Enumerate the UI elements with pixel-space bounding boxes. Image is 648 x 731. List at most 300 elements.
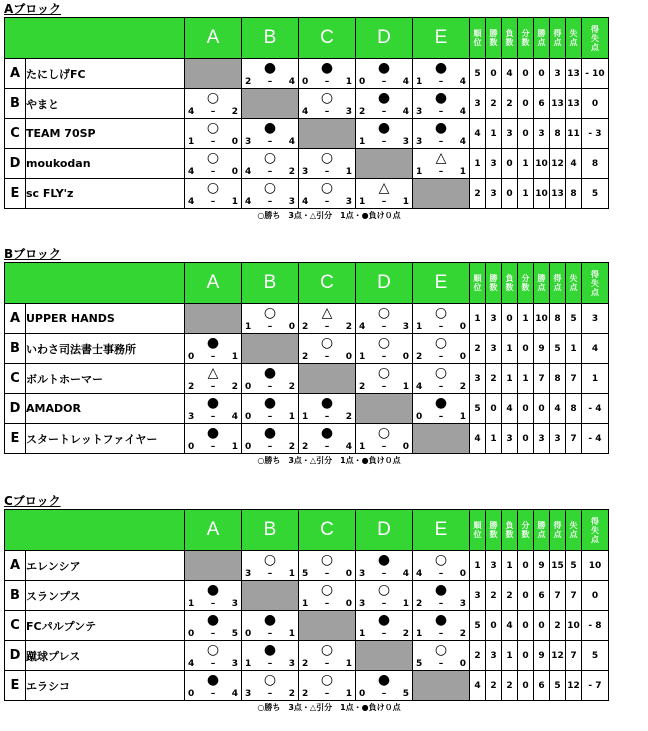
match-cell <box>185 611 242 641</box>
header-row <box>5 510 609 551</box>
score-opp: 0 <box>345 599 352 609</box>
row-label: B <box>5 334 26 364</box>
score-dash: – <box>438 77 444 87</box>
stat-value: 7 <box>566 424 582 454</box>
column-header: B <box>242 510 299 551</box>
result-mark: ● <box>434 90 448 106</box>
score-dash: – <box>210 352 216 362</box>
match-cell <box>413 59 470 89</box>
stat-value: 0 <box>582 89 609 119</box>
match-cell <box>242 671 299 701</box>
match-score <box>416 107 466 117</box>
match-score <box>416 77 466 87</box>
match-score <box>302 167 352 177</box>
self-match-cell <box>299 611 356 641</box>
legend: ○勝ち 3点・△引分 1点・●負け０点 <box>257 703 401 712</box>
stat-value: 8 <box>566 394 582 424</box>
score-opp: 4 <box>402 569 409 579</box>
score-own: 1 <box>245 659 252 669</box>
block-title: Cブロック <box>4 494 61 508</box>
result-mark: △ <box>207 365 219 381</box>
row-label: B <box>5 581 26 611</box>
result-mark: ○ <box>377 425 391 441</box>
match-score <box>245 137 295 147</box>
result-mark: ● <box>320 60 334 76</box>
score-own: 2 <box>302 689 309 699</box>
match-cell <box>299 304 356 334</box>
score-opp: 4 <box>459 77 466 87</box>
score-opp: 4 <box>402 77 409 87</box>
stat-value: 6 <box>534 581 550 611</box>
column-header: A <box>185 510 242 551</box>
score-own: 2 <box>359 382 366 392</box>
result-mark: ○ <box>320 150 334 166</box>
match-score <box>416 352 466 362</box>
match-score <box>245 382 295 392</box>
score-opp: 2 <box>288 442 295 452</box>
stat-header: 勝 点 <box>534 18 550 59</box>
stat-value: 7 <box>566 641 582 671</box>
table-row <box>5 551 609 581</box>
score-dash: – <box>438 137 444 147</box>
match-score <box>302 569 352 579</box>
stat-value: 2 <box>486 364 502 394</box>
match-score <box>302 352 352 362</box>
row-label: B <box>5 89 26 119</box>
standings-table <box>4 262 609 454</box>
result-mark: ○ <box>320 180 334 196</box>
result-mark: ● <box>434 395 448 411</box>
stat-value: 5 <box>566 304 582 334</box>
stat-value: 1 <box>502 551 518 581</box>
stat-value: 9 <box>534 641 550 671</box>
result-mark: ○ <box>434 365 448 381</box>
score-dash: – <box>210 629 216 639</box>
legend: ○勝ち 3点・△引分 1点・●負け０点 <box>257 456 401 465</box>
result-mark: ○ <box>263 180 277 196</box>
match-score <box>302 197 352 207</box>
stat-value: 5 <box>550 671 566 701</box>
table-row <box>5 364 609 394</box>
stat-value: 1 <box>470 551 486 581</box>
result-mark: ○ <box>377 305 391 321</box>
match-cell <box>356 551 413 581</box>
stat-value: 7 <box>566 364 582 394</box>
result-mark: ○ <box>206 180 220 196</box>
table-row <box>5 119 609 149</box>
score-dash: – <box>381 569 387 579</box>
team-name: AMADOR <box>26 394 185 424</box>
match-score <box>302 689 352 699</box>
stat-value: 5 <box>582 179 609 209</box>
score-dash: – <box>381 352 387 362</box>
stat-value: 3 <box>502 424 518 454</box>
stat-header: 得 点 <box>550 18 566 59</box>
stat-value: 4 <box>502 611 518 641</box>
score-own: 1 <box>416 77 423 87</box>
row-label: A <box>5 59 26 89</box>
score-dash: – <box>210 137 216 147</box>
score-opp: 2 <box>231 107 238 117</box>
result-mark: ● <box>206 582 220 598</box>
score-opp: 3 <box>345 107 352 117</box>
match-cell <box>413 149 470 179</box>
stat-value: 8 <box>550 304 566 334</box>
score-dash: – <box>438 412 444 422</box>
score-opp: 1 <box>402 382 409 392</box>
score-own: 0 <box>416 412 423 422</box>
match-cell <box>356 59 413 89</box>
self-match-cell <box>185 59 242 89</box>
score-dash: – <box>267 412 273 422</box>
match-cell <box>299 89 356 119</box>
result-mark: ○ <box>434 642 448 658</box>
score-opp: 2 <box>288 689 295 699</box>
stat-header: 勝 数 <box>486 510 502 551</box>
score-dash: – <box>324 352 330 362</box>
stat-value: 4 <box>502 59 518 89</box>
stat-value: 11 <box>566 119 582 149</box>
score-opp: 4 <box>459 137 466 147</box>
stat-value: 0 <box>502 149 518 179</box>
score-own: 4 <box>188 659 195 669</box>
match-score <box>416 382 466 392</box>
result-mark: ● <box>206 612 220 628</box>
match-cell <box>299 394 356 424</box>
stat-value: 2 <box>502 671 518 701</box>
result-mark: ○ <box>320 582 334 598</box>
self-match-cell <box>242 89 299 119</box>
self-match-cell <box>185 551 242 581</box>
score-own: 2 <box>359 107 366 117</box>
team-name: FCパルプンテ <box>26 611 185 641</box>
match-cell <box>185 394 242 424</box>
score-dash: – <box>438 352 444 362</box>
stat-value: 0 <box>534 59 550 89</box>
score-own: 2 <box>245 77 252 87</box>
stat-value: 4 <box>566 149 582 179</box>
match-cell <box>356 334 413 364</box>
match-score <box>245 322 295 332</box>
stat-value: 1 <box>486 119 502 149</box>
stat-value: 7 <box>550 581 566 611</box>
score-dash: – <box>438 569 444 579</box>
score-dash: – <box>438 599 444 609</box>
score-opp: 1 <box>402 197 409 207</box>
score-dash: – <box>324 167 330 177</box>
self-match-cell <box>413 424 470 454</box>
match-score <box>188 599 238 609</box>
header-row <box>5 18 609 59</box>
score-dash: – <box>210 197 216 207</box>
match-score <box>188 442 238 452</box>
match-cell <box>413 334 470 364</box>
score-own: 1 <box>359 442 366 452</box>
result-mark: ● <box>206 425 220 441</box>
score-own: 1 <box>359 137 366 147</box>
result-mark: ○ <box>377 582 391 598</box>
match-cell <box>185 334 242 364</box>
stat-value: 0 <box>534 611 550 641</box>
result-mark: ● <box>263 120 277 136</box>
score-dash: – <box>210 599 216 609</box>
team-name: UPPER HANDS <box>26 304 185 334</box>
stat-value: 6 <box>534 89 550 119</box>
match-cell <box>356 581 413 611</box>
table-row <box>5 304 609 334</box>
score-own: 5 <box>416 659 423 669</box>
stat-header: 順 位 <box>470 18 486 59</box>
result-mark: ○ <box>320 672 334 688</box>
score-dash: – <box>267 197 273 207</box>
score-own: 0 <box>302 77 309 87</box>
stat-value: 3 <box>534 119 550 149</box>
stat-value: 0 <box>518 424 534 454</box>
score-dash: – <box>267 629 273 639</box>
score-opp: 4 <box>231 412 238 422</box>
score-own: 2 <box>188 382 195 392</box>
stat-value: 1 <box>502 334 518 364</box>
score-dash: – <box>267 167 273 177</box>
stat-value: 3 <box>486 334 502 364</box>
match-score <box>302 412 352 422</box>
score-opp: 4 <box>231 689 238 699</box>
score-opp: 3 <box>402 137 409 147</box>
score-dash: – <box>210 442 216 452</box>
result-mark: ○ <box>206 150 220 166</box>
result-mark: ○ <box>377 335 391 351</box>
score-opp: 2 <box>459 382 466 392</box>
team-name: sc FLY'z <box>26 179 185 209</box>
match-score <box>188 689 238 699</box>
match-cell <box>242 119 299 149</box>
match-cell <box>185 641 242 671</box>
stat-value: 3 <box>534 424 550 454</box>
match-cell <box>356 364 413 394</box>
match-cell <box>299 671 356 701</box>
score-opp: 3 <box>288 197 295 207</box>
score-own: 1 <box>188 599 195 609</box>
score-dash: – <box>210 107 216 117</box>
result-mark: ○ <box>320 335 334 351</box>
score-own: 4 <box>416 382 423 392</box>
team-name: やまと <box>26 89 185 119</box>
match-cell <box>413 394 470 424</box>
stat-value: 0 <box>486 394 502 424</box>
score-opp: 1 <box>231 352 238 362</box>
stat-value: 0 <box>518 59 534 89</box>
score-own: 3 <box>359 599 366 609</box>
table-row <box>5 611 609 641</box>
score-dash: – <box>438 382 444 392</box>
row-label: D <box>5 149 26 179</box>
score-opp: 3 <box>459 599 466 609</box>
match-cell <box>242 59 299 89</box>
row-label: E <box>5 179 26 209</box>
column-header: B <box>242 18 299 59</box>
result-mark: ● <box>206 395 220 411</box>
score-dash: – <box>324 442 330 452</box>
stat-value: 10 <box>566 611 582 641</box>
column-header: C <box>299 263 356 304</box>
match-score <box>188 352 238 362</box>
score-opp: 3 <box>231 599 238 609</box>
match-score <box>359 629 409 639</box>
score-dash: – <box>381 442 387 452</box>
score-dash: – <box>267 382 273 392</box>
match-score <box>359 352 409 362</box>
score-opp: 1 <box>402 599 409 609</box>
result-mark: ● <box>263 612 277 628</box>
self-match-cell <box>356 394 413 424</box>
score-opp: 1 <box>231 442 238 452</box>
score-dash: – <box>381 689 387 699</box>
stat-value: 0 <box>582 581 609 611</box>
match-cell <box>185 119 242 149</box>
score-own: 0 <box>245 629 252 639</box>
score-dash: – <box>381 197 387 207</box>
match-score <box>416 322 466 332</box>
stat-value: 4 <box>470 424 486 454</box>
match-cell <box>242 611 299 641</box>
self-match-cell <box>413 179 470 209</box>
header-blank <box>5 263 185 304</box>
score-dash: – <box>267 689 273 699</box>
stat-header: 負 数 <box>502 263 518 304</box>
stat-value: 2 <box>470 334 486 364</box>
score-own: 0 <box>359 77 366 87</box>
result-mark: ● <box>434 612 448 628</box>
column-header: A <box>185 263 242 304</box>
stat-header: 分 数 <box>518 263 534 304</box>
column-header: D <box>356 510 413 551</box>
stat-header: 失 点 <box>566 18 582 59</box>
stat-value: - 10 <box>582 59 609 89</box>
match-score <box>302 599 352 609</box>
stat-value: 0 <box>518 671 534 701</box>
score-dash: – <box>324 322 330 332</box>
score-opp: 3 <box>288 659 295 669</box>
stat-value: 7 <box>566 581 582 611</box>
stat-value: 0 <box>486 611 502 641</box>
score-own: 5 <box>302 569 309 579</box>
score-opp: 0 <box>231 137 238 147</box>
stat-value: 0 <box>534 394 550 424</box>
score-own: 4 <box>416 569 423 579</box>
column-header: D <box>356 18 413 59</box>
match-score <box>416 137 466 147</box>
stat-value: 3 <box>502 119 518 149</box>
match-score <box>416 569 466 579</box>
match-cell <box>299 551 356 581</box>
score-opp: 0 <box>459 352 466 362</box>
score-own: 4 <box>188 107 195 117</box>
row-label: C <box>5 364 26 394</box>
table-row <box>5 179 609 209</box>
stat-header: 勝 数 <box>486 18 502 59</box>
score-own: 2 <box>302 352 309 362</box>
result-mark: ● <box>320 425 334 441</box>
block-title: Bブロック <box>4 247 61 261</box>
stat-value: 10 <box>582 551 609 581</box>
result-mark: ● <box>377 90 391 106</box>
stat-value: 1 <box>566 334 582 364</box>
header-blank <box>5 510 185 551</box>
self-match-cell <box>356 641 413 671</box>
match-cell <box>356 611 413 641</box>
stat-value: 8 <box>566 179 582 209</box>
match-cell <box>242 304 299 334</box>
column-header: E <box>413 510 470 551</box>
match-cell <box>413 611 470 641</box>
column-header: E <box>413 18 470 59</box>
stat-value: 0 <box>502 179 518 209</box>
column-header: A <box>185 18 242 59</box>
stat-value: 4 <box>550 394 566 424</box>
score-dash: – <box>267 77 273 87</box>
score-opp: 1 <box>345 167 352 177</box>
match-cell <box>356 424 413 454</box>
result-mark: ○ <box>263 672 277 688</box>
match-score <box>359 569 409 579</box>
score-dash: – <box>381 137 387 147</box>
stat-value: 2 <box>502 581 518 611</box>
score-dash: – <box>381 77 387 87</box>
stat-value: 5 <box>550 334 566 364</box>
score-opp: 4 <box>288 137 295 147</box>
result-mark: ○ <box>320 642 334 658</box>
self-match-cell <box>185 304 242 334</box>
result-mark: ○ <box>320 552 334 568</box>
stat-value: 0 <box>518 334 534 364</box>
result-mark: ● <box>434 60 448 76</box>
score-dash: – <box>381 629 387 639</box>
score-own: 0 <box>359 689 366 699</box>
score-own: 1 <box>416 322 423 332</box>
stat-value: - 8 <box>582 611 609 641</box>
score-opp: 1 <box>288 569 295 579</box>
score-dash: – <box>210 689 216 699</box>
match-cell <box>413 641 470 671</box>
score-opp: 1 <box>288 629 295 639</box>
stat-header: 得 点 <box>550 263 566 304</box>
score-dash: – <box>438 107 444 117</box>
result-mark: ○ <box>377 365 391 381</box>
match-score <box>302 659 352 669</box>
match-cell <box>185 364 242 394</box>
match-score <box>359 197 409 207</box>
stat-value: 8 <box>550 364 566 394</box>
table-row <box>5 581 609 611</box>
stat-value: 10 <box>534 179 550 209</box>
team-name: エレンシア <box>26 551 185 581</box>
score-opp: 3 <box>345 197 352 207</box>
match-cell <box>299 641 356 671</box>
stat-value: 10 <box>534 149 550 179</box>
match-cell <box>299 149 356 179</box>
score-opp: 5 <box>231 629 238 639</box>
match-cell <box>242 149 299 179</box>
result-mark: ● <box>377 612 391 628</box>
stat-value: 0 <box>518 611 534 641</box>
result-mark: ● <box>263 365 277 381</box>
stat-value: 2 <box>470 641 486 671</box>
score-own: 3 <box>302 167 309 177</box>
row-label: E <box>5 424 26 454</box>
stat-header: 得 点 <box>550 510 566 551</box>
score-opp: 3 <box>402 322 409 332</box>
result-mark: ○ <box>434 305 448 321</box>
